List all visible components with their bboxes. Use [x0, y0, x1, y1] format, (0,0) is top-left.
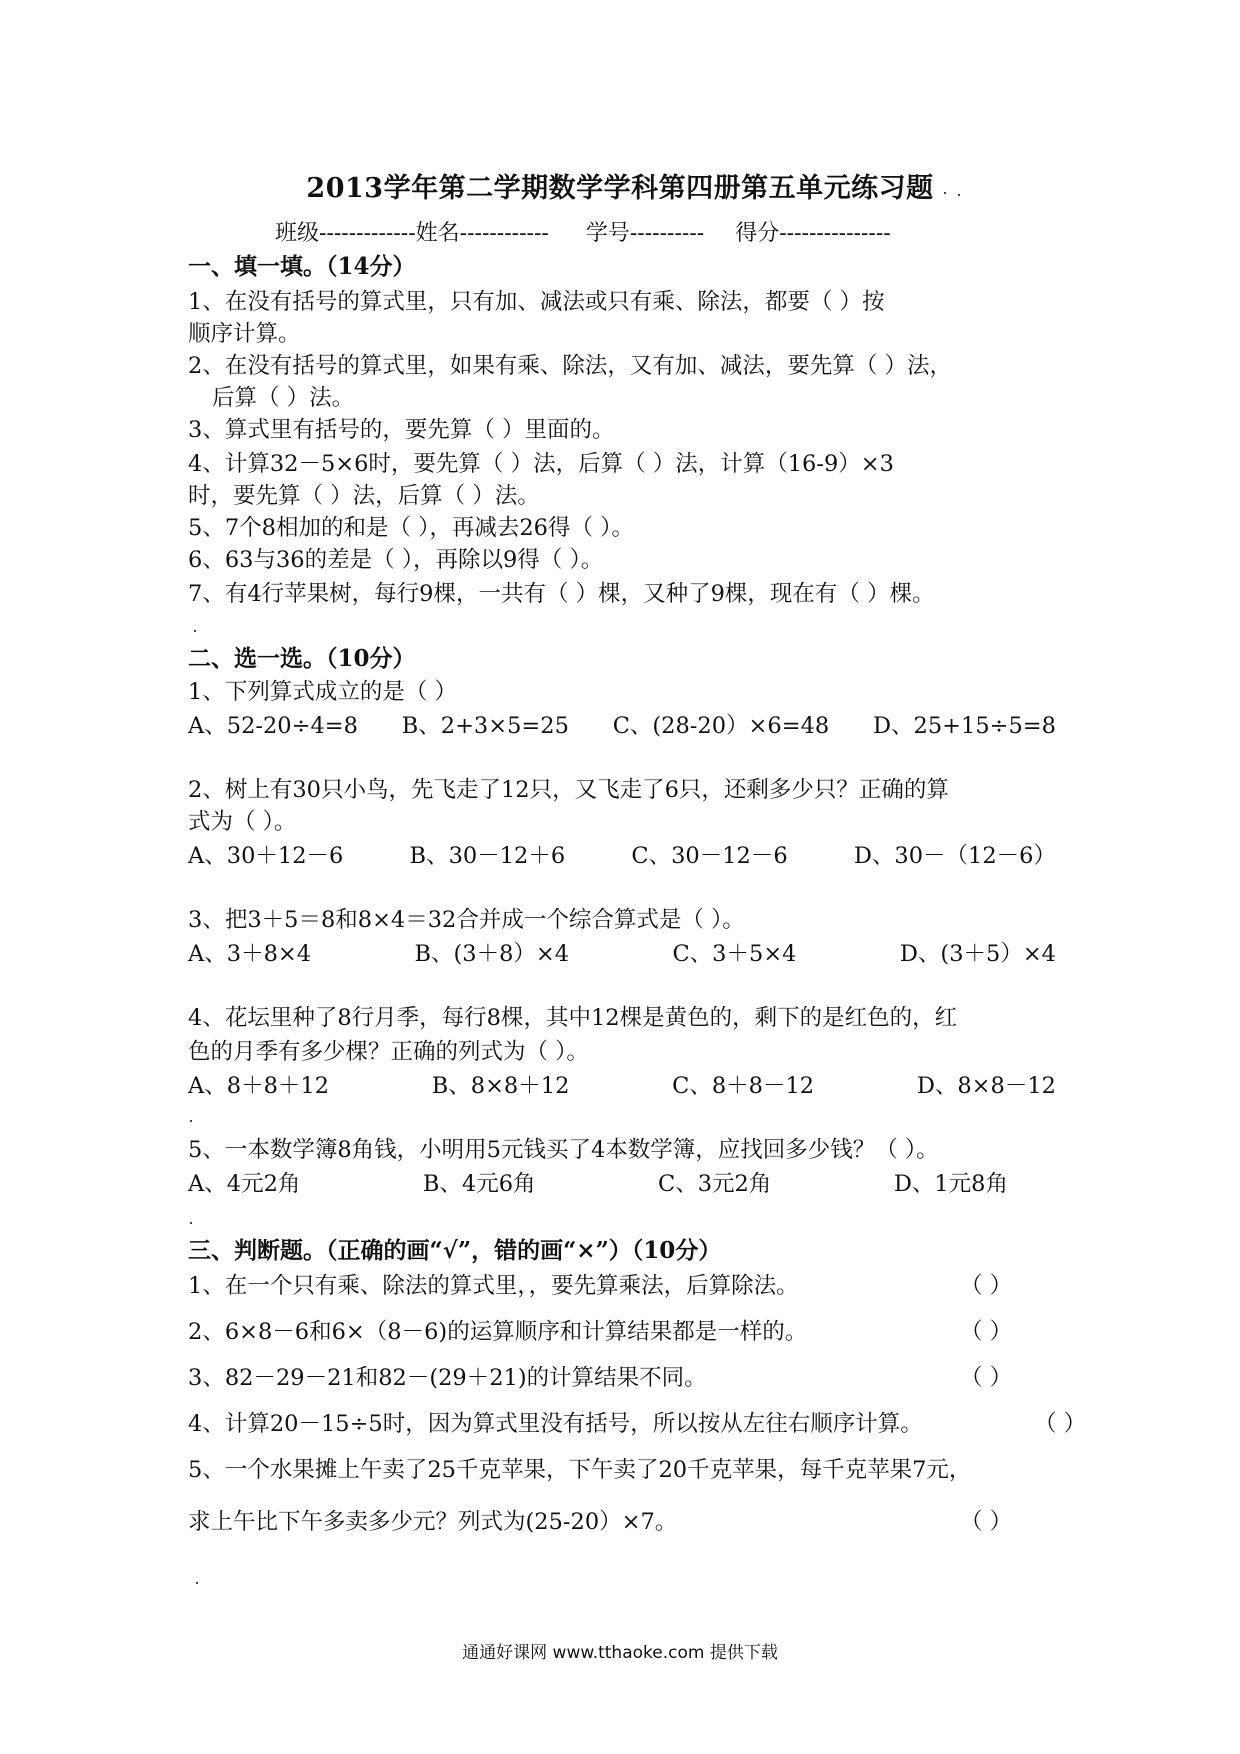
- s1-line-2: 顺序计算。: [188, 321, 301, 347]
- option-d: D、1元8角: [893, 1171, 1008, 1197]
- option-a: A、3＋8×4: [188, 941, 312, 967]
- s3-answer-paren-5: （ ）: [960, 1509, 1013, 1535]
- option-b: B、2+3×5=25: [401, 713, 569, 739]
- option-a: A、4元2角: [188, 1171, 301, 1197]
- s1-line-10: 7、有4行苹果树，每行9棵，一共有（ ）棵，又种了9棵，现在有（ ）棵。: [188, 581, 935, 607]
- student-info-line: [275, 216, 891, 247]
- s2-q3-stem: 3、把3＋5＝8和8×4＝32合并成一个综合算式是（ ）。: [188, 907, 745, 933]
- option-a: A、8＋8＋12: [188, 1073, 330, 1099]
- option-c: C、30－12－6: [631, 843, 788, 869]
- s2-q1-options: [188, 708, 1056, 740]
- page-title: 2013学年第二学期数学学科第四册第五单元练习题: [306, 173, 934, 204]
- scan-speck: [190, 1120, 192, 1122]
- s1-line-4: 后算（ ）法。: [212, 385, 355, 411]
- s3-item-3: 3、82－29－21和82－(29＋21)的计算结果不同。: [188, 1365, 707, 1391]
- s2-q2-stem-2: 式为（ ）。: [188, 809, 297, 835]
- scan-speck: [944, 192, 946, 194]
- option-a: A、30＋12－6: [188, 843, 344, 869]
- s2-q1-stem: 1、下列算式成立的是（ ）: [188, 679, 457, 705]
- class-field: 班级-------------: [275, 221, 416, 246]
- number-field: 学号----------: [585, 221, 705, 246]
- option-d: D、30－（12－6）: [853, 843, 1056, 869]
- s1-line-6: 4、计算32－5×6时，要先算（ ）法，后算（ ）法，计算（16-9）×3: [188, 451, 894, 477]
- option-c: C、8＋8－12: [672, 1073, 815, 1099]
- s1-line-5: 3、算式里有括号的，要先算（ ）里面的。: [188, 417, 615, 443]
- option-d: D、(3＋5）×4: [899, 941, 1056, 967]
- s3-item-5: 5、一个水果摊上午卖了25千克苹果，下午卖了20千克苹果，每千克苹果7元，: [188, 1457, 972, 1483]
- footer-credit: 通通好课网 www.tthaoke.com 提供下载: [462, 1643, 778, 1663]
- option-c: C、3＋5×4: [672, 941, 797, 967]
- s1-line-1: 1、在没有括号的算式里，只有加、减法或只有乘、除法，都要（ ）按: [188, 289, 885, 315]
- s2-q4-stem-1: 4、花坛里种了8行月季，每行8棵，其中12棵是黄色的，剩下的是红色的，红: [188, 1005, 958, 1031]
- s3-answer-paren-3: （ ）: [960, 1365, 1013, 1391]
- s2-q2-options: [188, 838, 1056, 870]
- s3-item-1: 1、在一个只有乘、除法的算式里，，要先算乘法，后算除法。: [188, 1273, 799, 1299]
- option-b: B、4元6角: [422, 1171, 536, 1197]
- option-a: A、52-20÷4=8: [188, 713, 358, 739]
- s3-answer-paren-1: （ ）: [960, 1273, 1013, 1299]
- s3-answer-paren-4: （ ）: [1034, 1411, 1087, 1437]
- scan-speck: [958, 194, 960, 196]
- s2-q4-options: [188, 1068, 1056, 1100]
- option-b: B、(3＋8）×4: [414, 941, 570, 967]
- s3-item-4: 4、计算20－15÷5时，因为算式里没有括号，所以按从左往右顺序计算。: [188, 1411, 923, 1437]
- s1-line-7: 时，要先算（ ）法，后算（ ）法。: [188, 483, 540, 509]
- s3-item-2: 2、6×8－6和6×（8－6)的运算顺序和计算结果都是一样的。: [188, 1319, 808, 1345]
- option-c: C、3元2角: [658, 1171, 772, 1197]
- option-d: D、8×8－12: [916, 1073, 1056, 1099]
- name-field: 姓名------------: [415, 221, 549, 246]
- section1-heading: 一、填一填。（14分）: [188, 253, 416, 280]
- scan-speck: [190, 1222, 192, 1224]
- s1-line-8: 5、7个8相加的和是（ ），再减去26得（ ）。: [188, 515, 634, 541]
- option-d: D、25+15÷5=8: [872, 713, 1056, 739]
- s2-q2-stem-1: 2、树上有30只小鸟，先飞走了12只，又飞走了6只，还剩多少只？正确的算: [188, 777, 949, 803]
- scan-speck: [194, 630, 196, 632]
- section3-heading: 三、判断题。（正确的画“√”，错的画“×”）（10分）: [188, 1237, 722, 1264]
- s3-answer-paren-2: （ ）: [960, 1319, 1013, 1345]
- s1-line-3: 2、在没有括号的算式里，如果有乘、除法，又有加、减法，要先算（ ）法，: [188, 353, 952, 379]
- s1-line-9: 6、63与36的差是（ ），再除以9得（ ）。: [188, 547, 604, 573]
- option-b: B、30－12＋6: [409, 843, 566, 869]
- s2-q5-stem: 5、一本数学簿8角钱，小明用5元钱买了4本数学簿，应找回多少钱？（ ）。: [188, 1137, 939, 1163]
- section2-heading: 二、选一选。（10分）: [188, 645, 416, 672]
- s2-q4-stem-2: 色的月季有多少棵？正确的列式为（ ）。: [188, 1039, 589, 1065]
- s2-q5-options: [188, 1166, 1008, 1198]
- option-c: C、(28-20）×6=48: [612, 713, 830, 739]
- scan-speck: [196, 1582, 198, 1584]
- score-field: 得分---------------: [735, 221, 891, 246]
- s3-item-5-cont: 求上午比下午多卖多少元？列式为(25-20）×7。: [188, 1509, 678, 1535]
- s2-q3-options: [188, 936, 1056, 968]
- option-b: B、8×8＋12: [431, 1073, 570, 1099]
